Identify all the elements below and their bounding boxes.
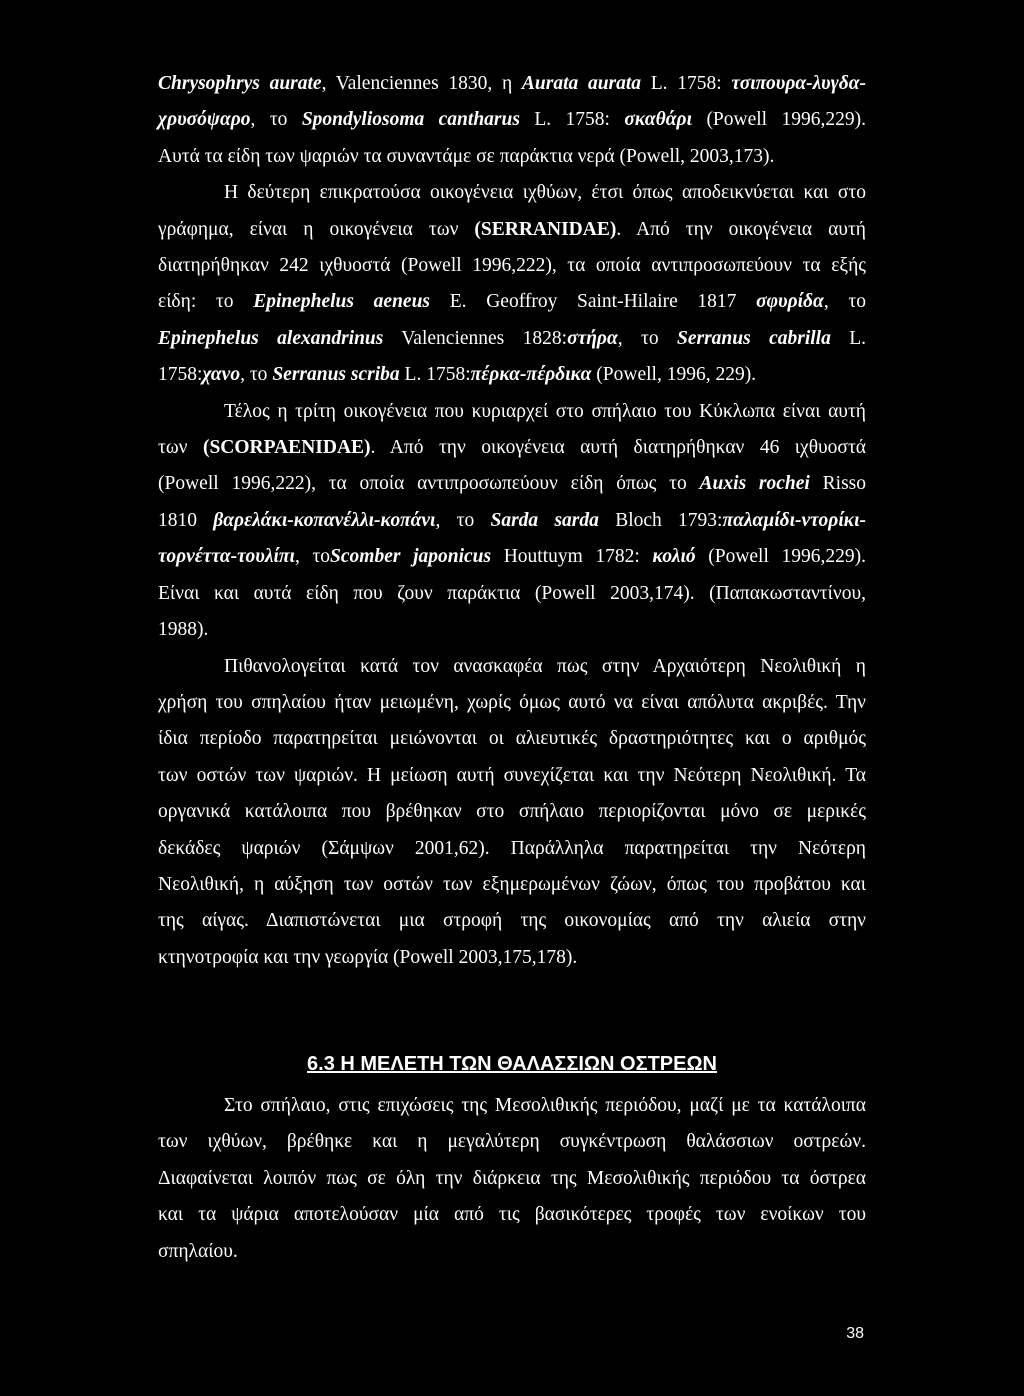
text-line: της αίγας. Διαπιστώνεται μια στροφή της οικονομίας από την αλιεία στην (158, 910, 866, 932)
text-line: των ιχθύων, βρέθηκε και η μεγαλύτερη συγκέντρωση θαλάσσιων οστρεών. (158, 1131, 866, 1153)
text-line: Αυτά τα είδη των ψαριών τα συναντάμε σε παράκτια νερά (Powell, 2003,173). (158, 145, 775, 167)
text-line: των (SCORPAENIDAE). Από την οικογένεια αυτή διατηρήθηκαν 46 ιχθυοστά (158, 437, 866, 459)
text-line: και τα ψάρια αποτελούσαν μία από τις βασικότερες τροφές των ενοίκων του (158, 1204, 866, 1226)
text-line: Νεολιθική, η αύξηση των οστών των εξημερωμένων ζώων, όπως του προβάτου και (158, 873, 866, 895)
text-line: οργανικά κατάλοιπα που βρέθηκαν στο σπήλαιο περιορίζονται μόνο σε μερικές (158, 801, 866, 823)
paragraph-4 (158, 649, 866, 977)
text-line: 1810 βαρελάκι-κοπανέλλι-κοπάνι, το Sarda sarda Bloch 1793:παλαμίδι-ντορίκι- (158, 509, 866, 531)
text-line: Είναι και αυτά είδη που ζουν παράκτια (Powell 2003,174). (Παπακωσταντίνου, (158, 582, 866, 604)
text-line: Τέλος η τρίτη οικογένεια που κυριαρχεί στο σπήλαιο του Κύκλωπα είναι αυτή (224, 400, 866, 422)
text-line: (Powell 1996,222), τα οποία αντιπροσωπεύουν είδη όπως το Auxis rochei Risso (158, 473, 866, 495)
text-line: γράφημα, είναι η οικογένεια των (SERRANIDAE). Από την οικογένεια αυτή (158, 218, 866, 240)
text-line: Chrysophrys aurate, Valenciennes 1830, η Aurata aurata L. 1758: τσιπουρα-λυγδα- (158, 73, 866, 94)
text-line: 1758:χανο, το Serranus scriba L. 1758:πέρκα-πέρδικα (Powell, 1996, 229). (158, 364, 757, 386)
text-line: 1988). (158, 619, 209, 641)
text-line: των οστών των ψαριών. Η μείωση αυτή συνεχίζεται και την Νεότερη Νεολιθική. Τα (158, 764, 866, 786)
paragraph-5 (158, 1088, 866, 1270)
text-line: Epinephelus alexandrinus Valenciennes 1828:στήρα, το Serranus cabrilla L. (158, 327, 867, 349)
section-heading: 6.3 Η ΜΕΛΕΤΗ ΤΩΝ ΘΑΛΑΣΣΙΩΝ ΟΣΤΡΕΩΝ (307, 1053, 717, 1075)
section-text (158, 1088, 866, 1270)
text-line: χρυσόψαρο, το Spondyliosoma cantharus L. 1758: σκαθάρι (Powell 1996,229). (158, 109, 866, 131)
text-line: κτηνοτροφία και την γεωργία (Powell 2003,175,178). (158, 946, 578, 968)
text-line: σπηλαίου. (158, 1240, 238, 1262)
text-line: δεκάδες ψαριών (Σάμψων 2001,62). Παράλληλα παρατηρείται την Νεότερη (158, 837, 866, 859)
paragraph-3 (158, 394, 866, 649)
text-line: Στο σπήλαιο, στις επιχώσεις της Μεσολιθικής περιόδου, μαζί με τα κατάλοιπα (224, 1095, 866, 1116)
text-line: χρήση του σπηλαίου ήταν μειωμένη, χωρίς όμως αυτό να είναι απόλυτα ακριβές. Την (158, 691, 866, 713)
paragraph-2 (158, 175, 866, 393)
text-line: Η δεύτερη επικρατούσα οικογένεια ιχθύων, έτσι όπως αποδεικνύεται και στο (224, 182, 866, 204)
text-line: τορνέττα-τουλίπι, τοScomber japonicus Houttuym 1782: κολιό (Powell 1996,229). (158, 546, 866, 568)
text-line: ίδια περίοδο παρατηρείται μειώνονται οι αλιευτικές δραστηριότητες και ο αριθμός (158, 728, 866, 750)
paragraph-1 (158, 66, 866, 175)
text-line: Διαφαίνεται λοιπόν πως σε όλη την διάρκεια της Μεσολιθικής περιόδου τα όστρεα (158, 1167, 866, 1189)
text-line: διατηρήθηκαν 242 ιχθυοστά (Powell 1996,222), τα οποία αντιπροσωπεύουν τα εξής (158, 255, 866, 277)
text-line: Πιθανολογείται κατά τον ανασκαφέα πως στην Αρχαιότερη Νεολιθική η (224, 655, 866, 677)
page-number: 38 (846, 1325, 864, 1342)
text-line: είδη: το Epinephelus aeneus E. Geoffroy Saint-Hilaire 1817 σφυρίδα, το (158, 291, 866, 313)
body-text (158, 66, 866, 976)
